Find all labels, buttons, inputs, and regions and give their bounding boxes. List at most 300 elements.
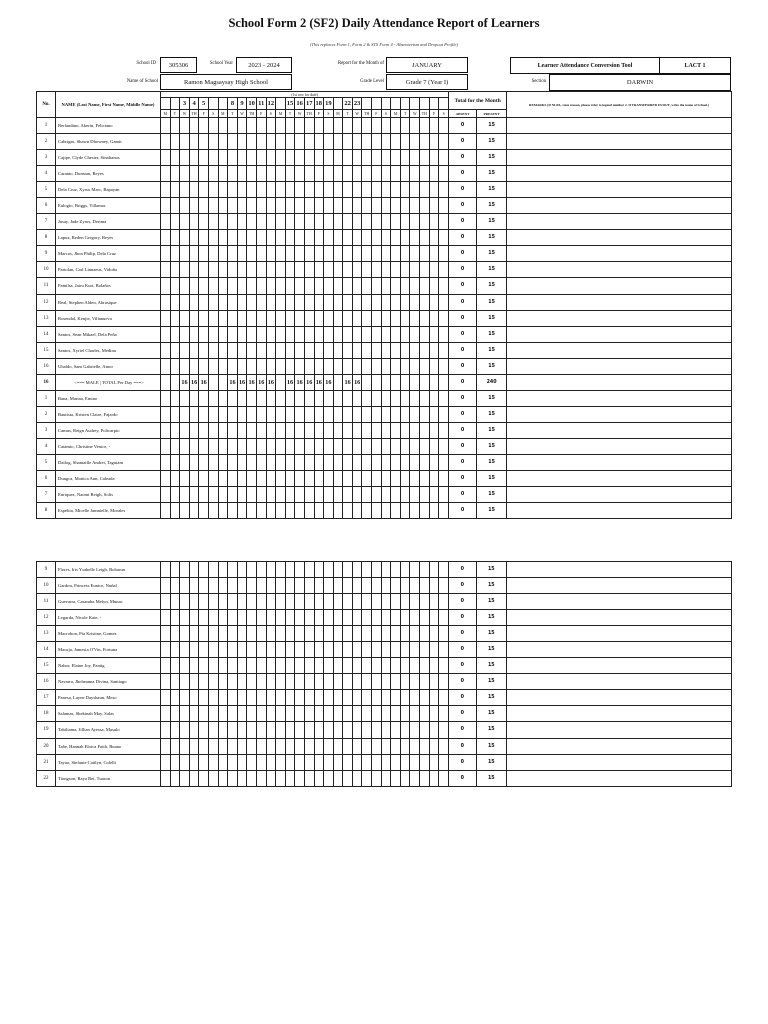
attendance-cell[interactable] <box>266 278 276 294</box>
attendance-cell[interactable] <box>420 230 430 246</box>
attendance-cell[interactable] <box>208 454 218 470</box>
attendance-cell[interactable] <box>314 454 324 470</box>
attendance-cell[interactable] <box>391 738 401 754</box>
attendance-cell[interactable] <box>324 690 334 706</box>
attendance-cell[interactable] <box>343 470 353 486</box>
remarks-cell[interactable] <box>507 503 732 519</box>
attendance-cell[interactable] <box>343 770 353 786</box>
attendance-cell[interactable] <box>362 406 372 422</box>
attendance-cell[interactable] <box>333 738 343 754</box>
attendance-cell[interactable] <box>161 214 171 230</box>
attendance-cell[interactable] <box>218 754 228 770</box>
attendance-cell[interactable] <box>237 166 247 182</box>
attendance-cell[interactable] <box>314 358 324 374</box>
attendance-cell[interactable] <box>314 134 324 150</box>
attendance-cell[interactable] <box>256 722 266 738</box>
attendance-cell[interactable] <box>410 422 420 438</box>
attendance-cell[interactable] <box>180 182 190 198</box>
attendance-cell[interactable] <box>352 770 362 786</box>
attendance-cell[interactable] <box>208 358 218 374</box>
remarks-cell[interactable] <box>507 182 732 198</box>
attendance-cell[interactable] <box>314 406 324 422</box>
attendance-cell[interactable] <box>170 342 180 358</box>
attendance-cell[interactable] <box>266 454 276 470</box>
attendance-cell[interactable] <box>266 674 276 690</box>
attendance-cell[interactable] <box>170 406 180 422</box>
attendance-cell[interactable] <box>314 487 324 503</box>
attendance-cell[interactable] <box>180 487 190 503</box>
attendance-cell[interactable] <box>170 770 180 786</box>
attendance-cell[interactable] <box>333 503 343 519</box>
attendance-cell[interactable] <box>247 294 257 310</box>
attendance-cell[interactable] <box>352 690 362 706</box>
attendance-cell[interactable] <box>180 578 190 594</box>
attendance-cell[interactable] <box>304 562 314 578</box>
remarks-cell[interactable] <box>506 610 731 626</box>
attendance-cell[interactable] <box>218 722 228 738</box>
attendance-cell[interactable] <box>343 198 353 214</box>
attendance-cell[interactable] <box>218 230 228 246</box>
attendance-cell[interactable] <box>208 738 218 754</box>
attendance-cell[interactable] <box>324 562 334 578</box>
remarks-cell[interactable] <box>507 326 732 342</box>
attendance-cell[interactable] <box>161 134 171 150</box>
attendance-cell[interactable] <box>256 246 266 262</box>
attendance-cell[interactable] <box>208 150 218 166</box>
attendance-cell[interactable] <box>314 626 324 642</box>
attendance-cell[interactable] <box>276 390 286 406</box>
attendance-cell[interactable] <box>400 690 410 706</box>
attendance-cell[interactable] <box>295 342 305 358</box>
attendance-cell[interactable] <box>161 246 171 262</box>
attendance-cell[interactable] <box>247 562 257 578</box>
attendance-cell[interactable] <box>237 658 247 674</box>
attendance-cell[interactable] <box>180 594 190 610</box>
attendance-cell[interactable] <box>352 422 362 438</box>
attendance-cell[interactable] <box>304 594 314 610</box>
attendance-cell[interactable] <box>420 262 430 278</box>
attendance-cell[interactable] <box>276 706 286 722</box>
attendance-cell[interactable] <box>304 134 314 150</box>
attendance-cell[interactable] <box>247 438 257 454</box>
attendance-cell[interactable] <box>247 470 257 486</box>
attendance-cell[interactable] <box>439 166 449 182</box>
attendance-cell[interactable] <box>170 642 180 658</box>
attendance-cell[interactable] <box>324 390 334 406</box>
attendance-cell[interactable] <box>439 562 449 578</box>
attendance-cell[interactable] <box>439 470 449 486</box>
attendance-cell[interactable] <box>439 754 449 770</box>
attendance-cell[interactable] <box>343 642 353 658</box>
attendance-cell[interactable] <box>391 422 401 438</box>
attendance-cell[interactable] <box>429 562 439 578</box>
attendance-cell[interactable] <box>314 390 324 406</box>
attendance-cell[interactable] <box>170 214 180 230</box>
attendance-cell[interactable] <box>208 470 218 486</box>
attendance-cell[interactable] <box>285 770 295 786</box>
attendance-cell[interactable] <box>324 594 334 610</box>
attendance-cell[interactable] <box>304 214 314 230</box>
attendance-cell[interactable] <box>352 246 362 262</box>
attendance-cell[interactable] <box>362 294 372 310</box>
attendance-cell[interactable] <box>333 658 343 674</box>
remarks-cell[interactable] <box>506 738 731 754</box>
attendance-cell[interactable] <box>295 754 305 770</box>
attendance-cell[interactable] <box>276 150 286 166</box>
attendance-cell[interactable] <box>208 294 218 310</box>
attendance-cell[interactable] <box>304 246 314 262</box>
attendance-cell[interactable] <box>237 358 247 374</box>
attendance-cell[interactable] <box>170 134 180 150</box>
attendance-cell[interactable] <box>256 294 266 310</box>
attendance-cell[interactable] <box>161 626 171 642</box>
attendance-cell[interactable] <box>161 690 171 706</box>
attendance-cell[interactable] <box>420 214 430 230</box>
attendance-cell[interactable] <box>343 754 353 770</box>
remarks-cell[interactable] <box>507 198 732 214</box>
attendance-cell[interactable] <box>170 310 180 326</box>
attendance-cell[interactable] <box>439 738 449 754</box>
attendance-cell[interactable] <box>208 487 218 503</box>
attendance-cell[interactable] <box>256 150 266 166</box>
attendance-cell[interactable] <box>420 310 430 326</box>
attendance-cell[interactable] <box>266 738 276 754</box>
attendance-cell[interactable] <box>285 754 295 770</box>
attendance-cell[interactable] <box>218 594 228 610</box>
attendance-cell[interactable] <box>420 294 430 310</box>
attendance-cell[interactable] <box>285 166 295 182</box>
attendance-cell[interactable] <box>266 230 276 246</box>
attendance-cell[interactable] <box>420 690 430 706</box>
attendance-cell[interactable] <box>276 246 286 262</box>
attendance-cell[interactable] <box>324 230 334 246</box>
attendance-cell[interactable] <box>189 722 199 738</box>
attendance-cell[interactable] <box>372 166 382 182</box>
attendance-cell[interactable] <box>420 754 430 770</box>
attendance-cell[interactable] <box>276 674 286 690</box>
attendance-cell[interactable] <box>372 134 382 150</box>
attendance-cell[interactable] <box>237 578 247 594</box>
attendance-cell[interactable] <box>180 262 190 278</box>
remarks-cell[interactable] <box>507 390 732 406</box>
attendance-cell[interactable] <box>295 406 305 422</box>
attendance-cell[interactable] <box>429 770 439 786</box>
attendance-cell[interactable] <box>381 390 391 406</box>
attendance-cell[interactable] <box>256 118 266 134</box>
remarks-cell[interactable] <box>506 706 731 722</box>
remarks-cell[interactable] <box>507 118 732 134</box>
attendance-cell[interactable] <box>304 182 314 198</box>
attendance-cell[interactable] <box>420 182 430 198</box>
attendance-cell[interactable] <box>256 610 266 626</box>
attendance-cell[interactable] <box>199 770 209 786</box>
attendance-cell[interactable] <box>228 770 238 786</box>
attendance-cell[interactable] <box>410 262 420 278</box>
attendance-cell[interactable] <box>343 422 353 438</box>
attendance-cell[interactable] <box>266 594 276 610</box>
attendance-cell[interactable] <box>381 594 391 610</box>
attendance-cell[interactable] <box>180 438 190 454</box>
attendance-cell[interactable] <box>276 134 286 150</box>
attendance-cell[interactable] <box>410 198 420 214</box>
attendance-cell[interactable] <box>439 118 449 134</box>
attendance-cell[interactable] <box>324 182 334 198</box>
attendance-cell[interactable] <box>180 230 190 246</box>
attendance-cell[interactable] <box>304 770 314 786</box>
attendance-cell[interactable] <box>276 562 286 578</box>
attendance-cell[interactable] <box>208 690 218 706</box>
attendance-cell[interactable] <box>180 674 190 690</box>
attendance-cell[interactable] <box>256 470 266 486</box>
attendance-cell[interactable] <box>208 310 218 326</box>
attendance-cell[interactable] <box>276 422 286 438</box>
attendance-cell[interactable] <box>314 578 324 594</box>
attendance-cell[interactable] <box>314 754 324 770</box>
attendance-cell[interactable] <box>189 594 199 610</box>
attendance-cell[interactable] <box>391 406 401 422</box>
attendance-cell[interactable] <box>343 342 353 358</box>
attendance-cell[interactable] <box>237 406 247 422</box>
attendance-cell[interactable] <box>343 610 353 626</box>
attendance-cell[interactable] <box>362 438 372 454</box>
attendance-cell[interactable] <box>237 230 247 246</box>
attendance-cell[interactable] <box>372 770 382 786</box>
attendance-cell[interactable] <box>439 690 449 706</box>
attendance-cell[interactable] <box>381 326 391 342</box>
attendance-cell[interactable] <box>285 310 295 326</box>
attendance-cell[interactable] <box>439 390 449 406</box>
attendance-cell[interactable] <box>276 182 286 198</box>
attendance-cell[interactable] <box>324 674 334 690</box>
remarks-cell[interactable] <box>506 642 731 658</box>
attendance-cell[interactable] <box>199 278 209 294</box>
attendance-cell[interactable] <box>352 198 362 214</box>
attendance-cell[interactable] <box>391 230 401 246</box>
attendance-cell[interactable] <box>333 246 343 262</box>
attendance-cell[interactable] <box>420 134 430 150</box>
attendance-cell[interactable] <box>161 770 171 786</box>
attendance-cell[interactable] <box>400 706 410 722</box>
attendance-cell[interactable] <box>276 198 286 214</box>
attendance-cell[interactable] <box>400 594 410 610</box>
attendance-cell[interactable] <box>410 454 420 470</box>
attendance-cell[interactable] <box>189 454 199 470</box>
attendance-cell[interactable] <box>237 610 247 626</box>
attendance-cell[interactable] <box>295 118 305 134</box>
attendance-cell[interactable] <box>400 454 410 470</box>
attendance-cell[interactable] <box>295 326 305 342</box>
attendance-cell[interactable] <box>410 610 420 626</box>
attendance-cell[interactable] <box>333 326 343 342</box>
attendance-cell[interactable] <box>266 150 276 166</box>
attendance-cell[interactable] <box>333 294 343 310</box>
attendance-cell[interactable] <box>218 487 228 503</box>
attendance-cell[interactable] <box>410 658 420 674</box>
attendance-cell[interactable] <box>285 706 295 722</box>
attendance-cell[interactable] <box>343 294 353 310</box>
attendance-cell[interactable] <box>189 150 199 166</box>
attendance-cell[interactable] <box>189 422 199 438</box>
attendance-cell[interactable] <box>429 658 439 674</box>
attendance-cell[interactable] <box>285 642 295 658</box>
attendance-cell[interactable] <box>439 658 449 674</box>
attendance-cell[interactable] <box>161 470 171 486</box>
attendance-cell[interactable] <box>304 454 314 470</box>
attendance-cell[interactable] <box>324 454 334 470</box>
attendance-cell[interactable] <box>372 118 382 134</box>
attendance-cell[interactable] <box>343 166 353 182</box>
attendance-cell[interactable] <box>237 118 247 134</box>
attendance-cell[interactable] <box>228 754 238 770</box>
attendance-cell[interactable] <box>218 214 228 230</box>
attendance-cell[interactable] <box>429 722 439 738</box>
attendance-cell[interactable] <box>400 230 410 246</box>
attendance-cell[interactable] <box>381 246 391 262</box>
attendance-cell[interactable] <box>218 150 228 166</box>
attendance-cell[interactable] <box>352 278 362 294</box>
attendance-cell[interactable] <box>276 438 286 454</box>
attendance-cell[interactable] <box>161 503 171 519</box>
attendance-cell[interactable] <box>256 134 266 150</box>
attendance-cell[interactable] <box>218 182 228 198</box>
remarks-cell[interactable] <box>507 294 732 310</box>
attendance-cell[interactable] <box>372 706 382 722</box>
attendance-cell[interactable] <box>189 626 199 642</box>
attendance-cell[interactable] <box>161 658 171 674</box>
attendance-cell[interactable] <box>381 674 391 690</box>
attendance-cell[interactable] <box>400 390 410 406</box>
attendance-cell[interactable] <box>352 487 362 503</box>
attendance-cell[interactable] <box>324 438 334 454</box>
attendance-cell[interactable] <box>247 358 257 374</box>
attendance-cell[interactable] <box>276 690 286 706</box>
attendance-cell[interactable] <box>362 214 372 230</box>
attendance-cell[interactable] <box>161 342 171 358</box>
attendance-cell[interactable] <box>381 262 391 278</box>
attendance-cell[interactable] <box>429 230 439 246</box>
attendance-cell[interactable] <box>420 594 430 610</box>
attendance-cell[interactable] <box>420 166 430 182</box>
attendance-cell[interactable] <box>295 214 305 230</box>
attendance-cell[interactable] <box>180 770 190 786</box>
attendance-cell[interactable] <box>180 278 190 294</box>
attendance-cell[interactable] <box>333 706 343 722</box>
remarks-cell[interactable] <box>506 594 731 610</box>
attendance-cell[interactable] <box>295 722 305 738</box>
attendance-cell[interactable] <box>285 690 295 706</box>
attendance-cell[interactable] <box>400 642 410 658</box>
attendance-cell[interactable] <box>161 722 171 738</box>
attendance-cell[interactable] <box>247 454 257 470</box>
attendance-cell[interactable] <box>170 358 180 374</box>
attendance-cell[interactable] <box>381 118 391 134</box>
attendance-cell[interactable] <box>343 487 353 503</box>
attendance-cell[interactable] <box>439 722 449 738</box>
attendance-cell[interactable] <box>352 722 362 738</box>
attendance-cell[interactable] <box>170 470 180 486</box>
attendance-cell[interactable] <box>247 594 257 610</box>
attendance-cell[interactable] <box>343 454 353 470</box>
attendance-cell[interactable] <box>304 626 314 642</box>
attendance-cell[interactable] <box>400 487 410 503</box>
attendance-cell[interactable] <box>314 310 324 326</box>
attendance-cell[interactable] <box>285 150 295 166</box>
attendance-cell[interactable] <box>208 503 218 519</box>
attendance-cell[interactable] <box>372 246 382 262</box>
attendance-cell[interactable] <box>285 390 295 406</box>
attendance-cell[interactable] <box>343 690 353 706</box>
attendance-cell[interactable] <box>218 294 228 310</box>
attendance-cell[interactable] <box>237 722 247 738</box>
attendance-cell[interactable] <box>314 642 324 658</box>
attendance-cell[interactable] <box>295 578 305 594</box>
attendance-cell[interactable] <box>266 246 276 262</box>
attendance-cell[interactable] <box>285 503 295 519</box>
attendance-cell[interactable] <box>439 406 449 422</box>
attendance-cell[interactable] <box>170 438 180 454</box>
attendance-cell[interactable] <box>295 594 305 610</box>
attendance-cell[interactable] <box>439 294 449 310</box>
attendance-cell[interactable] <box>362 310 372 326</box>
attendance-cell[interactable] <box>333 182 343 198</box>
attendance-cell[interactable] <box>381 738 391 754</box>
attendance-cell[interactable] <box>343 262 353 278</box>
attendance-cell[interactable] <box>218 690 228 706</box>
remarks-cell[interactable] <box>507 358 732 374</box>
attendance-cell[interactable] <box>218 342 228 358</box>
attendance-cell[interactable] <box>199 246 209 262</box>
attendance-cell[interactable] <box>362 738 372 754</box>
attendance-cell[interactable] <box>180 246 190 262</box>
remarks-cell[interactable] <box>507 246 732 262</box>
attendance-cell[interactable] <box>208 118 218 134</box>
attendance-cell[interactable] <box>170 262 180 278</box>
attendance-cell[interactable] <box>199 470 209 486</box>
attendance-cell[interactable] <box>410 562 420 578</box>
attendance-cell[interactable] <box>314 503 324 519</box>
attendance-cell[interactable] <box>381 610 391 626</box>
attendance-cell[interactable] <box>285 198 295 214</box>
attendance-cell[interactable] <box>256 642 266 658</box>
attendance-cell[interactable] <box>362 150 372 166</box>
attendance-cell[interactable] <box>410 706 420 722</box>
attendance-cell[interactable] <box>324 134 334 150</box>
attendance-cell[interactable] <box>180 326 190 342</box>
attendance-cell[interactable] <box>314 118 324 134</box>
attendance-cell[interactable] <box>161 642 171 658</box>
attendance-cell[interactable] <box>285 118 295 134</box>
attendance-cell[interactable] <box>247 422 257 438</box>
attendance-cell[interactable] <box>314 214 324 230</box>
attendance-cell[interactable] <box>237 754 247 770</box>
attendance-cell[interactable] <box>228 246 238 262</box>
attendance-cell[interactable] <box>304 358 314 374</box>
attendance-cell[interactable] <box>256 754 266 770</box>
attendance-cell[interactable] <box>372 626 382 642</box>
attendance-cell[interactable] <box>333 310 343 326</box>
attendance-cell[interactable] <box>247 310 257 326</box>
attendance-cell[interactable] <box>410 487 420 503</box>
attendance-cell[interactable] <box>372 503 382 519</box>
attendance-cell[interactable] <box>256 503 266 519</box>
attendance-cell[interactable] <box>199 406 209 422</box>
attendance-cell[interactable] <box>343 246 353 262</box>
attendance-cell[interactable] <box>199 118 209 134</box>
attendance-cell[interactable] <box>180 690 190 706</box>
attendance-cell[interactable] <box>218 310 228 326</box>
attendance-cell[interactable] <box>372 470 382 486</box>
attendance-cell[interactable] <box>381 690 391 706</box>
